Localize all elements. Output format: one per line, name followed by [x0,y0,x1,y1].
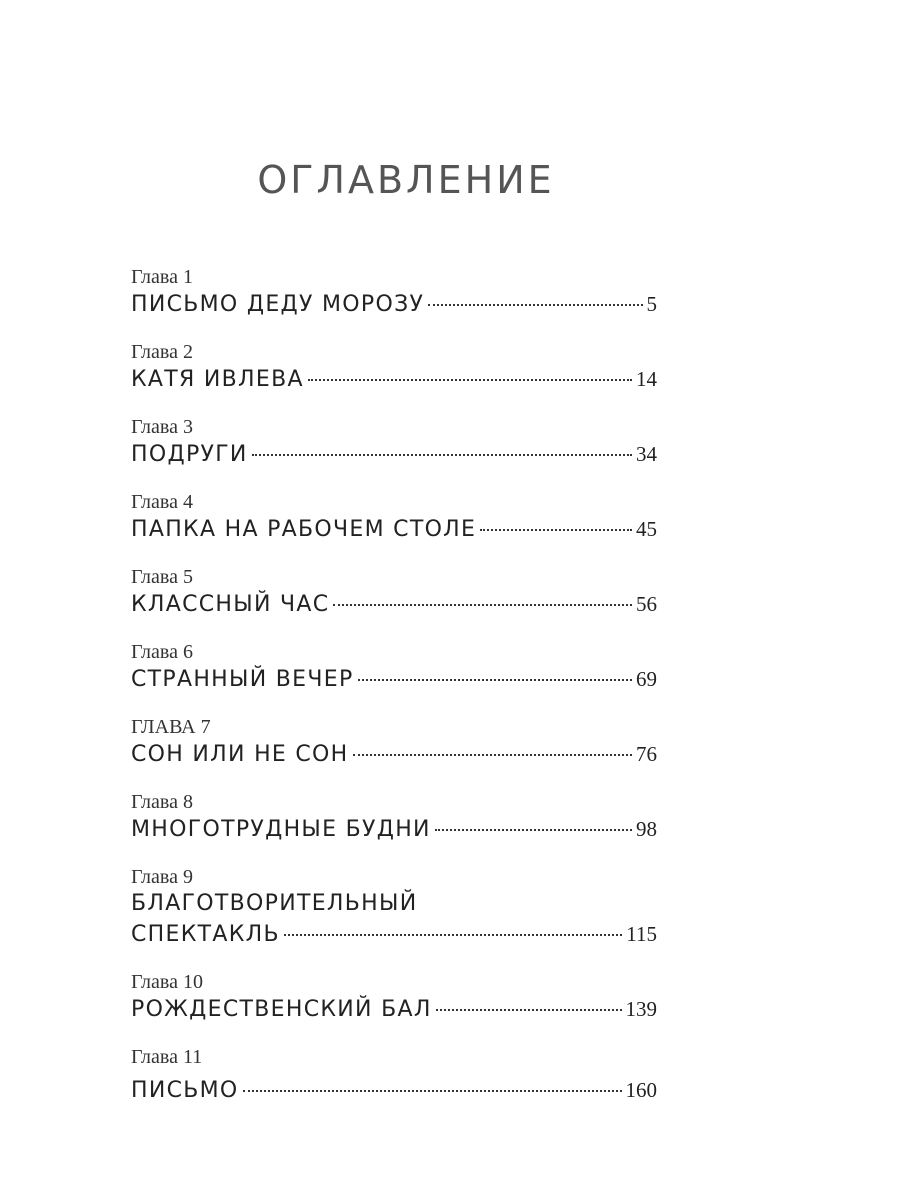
toc-line [131,364,657,395]
dot-leader [436,1009,622,1011]
page-number: 5 [646,292,657,316]
chapter-label: Глава 5 [131,566,193,588]
toc-line [131,589,657,620]
dot-leader [243,1090,622,1092]
toc-line [131,664,657,695]
toc-entry-4[interactable] [131,490,657,545]
chapter-title: СПЕКТАКЛЬ [131,922,280,947]
chapter-title-line1: БЛАГОТВОРИТЕЛЬНЫЙ [131,891,418,916]
chapter-title: КАТЯ ИВЛЕВА [131,367,304,392]
page-number: 139 [625,997,657,1021]
page-number: 76 [636,742,657,766]
chapter-title: ПАПКА НА РАБОЧЕМ СТОЛЕ [131,517,477,542]
chapter-label: Глава 8 [131,791,193,813]
page-number: 115 [626,922,657,946]
dot-leader [428,304,642,306]
chapter-title: ПИСЬМО [131,1078,239,1103]
page-number: 14 [636,367,657,391]
toc-entry-9[interactable] [131,865,657,950]
toc-line [131,1075,657,1106]
chapter-label: Глава 9 [131,866,193,888]
toc-line [131,919,657,950]
page-number: 160 [625,1078,657,1102]
chapter-title: МНОГОТРУДНЫЕ БУДНИ [131,817,431,842]
dot-leader [333,604,632,606]
toc-entry-3[interactable] [131,415,657,470]
page-number: 56 [636,592,657,616]
page-title: ОГЛАВЛЕНИЕ [257,158,555,202]
chapter-label: Глава 10 [131,971,203,993]
toc-entry-7[interactable] [131,715,657,770]
page-number: 69 [636,667,657,691]
toc-line [131,514,657,545]
table-of-contents [131,265,657,1126]
chapter-label: Глава 2 [131,341,193,363]
chapter-label: Глава 4 [131,491,193,513]
page-number: 98 [636,817,657,841]
chapter-label: Глава 3 [131,416,193,438]
toc-entry-2[interactable] [131,340,657,395]
dot-leader [284,934,622,936]
toc-line [131,814,657,845]
toc-entry-5[interactable] [131,565,657,620]
page-number: 34 [636,442,657,466]
toc-entry-6[interactable] [131,640,657,695]
toc-entry-10[interactable] [131,970,657,1025]
chapter-label: Глава 6 [131,641,193,663]
chapter-title: РОЖДЕСТВЕНСКИЙ БАЛ [131,997,432,1022]
chapter-label: Глава 1 [131,266,193,288]
chapter-label: Глава 11 [131,1046,203,1068]
page-number: 45 [636,517,657,541]
chapter-title: ПИСЬМО ДЕДУ МОРОЗУ [131,292,425,317]
chapter-title: ПОДРУГИ [131,442,248,467]
toc-entry-1[interactable] [131,265,657,320]
dot-leader [308,379,632,381]
chapter-title: СОН ИЛИ НЕ СОН [131,742,349,767]
toc-line [131,289,657,320]
toc-entry-11[interactable] [131,1045,657,1106]
dot-leader [353,754,632,756]
dot-leader [435,829,632,831]
toc-entry-8[interactable] [131,790,657,845]
chapter-label: ГЛАВА 7 [131,716,211,738]
toc-line [131,439,657,470]
toc-line [131,994,657,1025]
chapter-title: СТРАННЫЙ ВЕЧЕР [131,667,354,692]
toc-line [131,739,657,770]
chapter-title: КЛАССНЫЙ ЧАС [131,592,330,617]
dot-leader [252,454,632,456]
dot-leader [480,529,632,531]
dot-leader [358,679,632,681]
